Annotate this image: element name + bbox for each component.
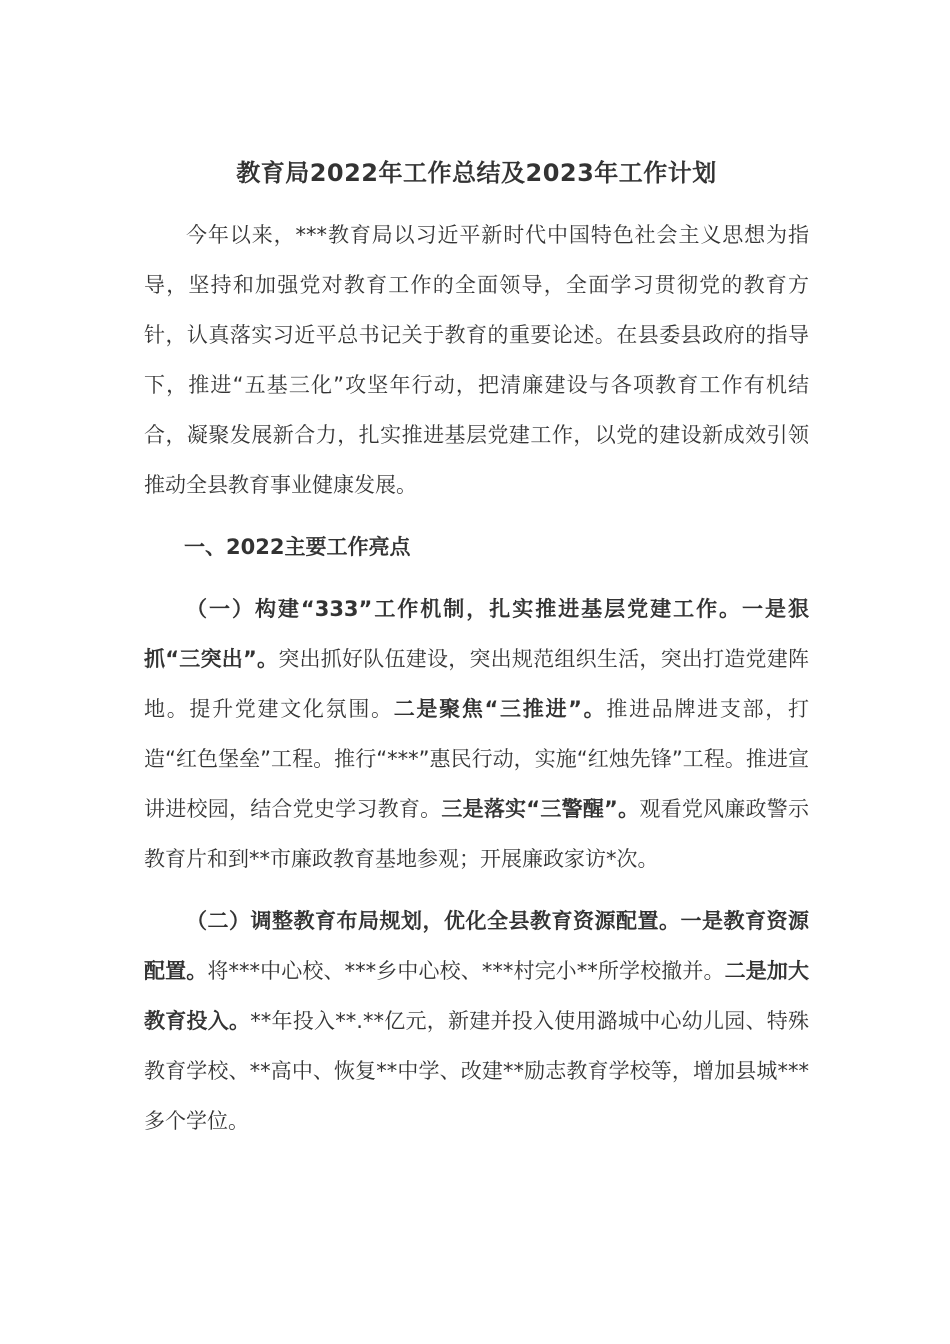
item2-text2: **年投入**.**亿元，新建并投入使用潞城中心幼儿园、特殊教育学校、**高中、恢复**中学、改建**励志教育学校等，增加县城***多个学位。 [144,1009,809,1133]
item2-lead-bold: （二）调整教育布局规划，优化全县教育资源配置。一是教育资源配置。 [144,909,809,983]
item2-bold2: 二是加大教育投入。 [144,959,810,1033]
paragraph-party-building [144,584,809,884]
item1-bold3: 三是落实“三警醒”。 [441,797,640,821]
item1-text3: 观看党风廉政警示教育片和到**市廉政教育基地参观；开展廉政家访*次。 [144,797,810,871]
paragraph-education-layout [144,896,809,1146]
section-heading-2022-highlights: 一、2022主要工作亮点 [184,535,411,559]
item1-lead-bold: （一）构建“333”工作机制，扎实推进基层党建工作。一是狠抓“三突出”。 [144,597,809,671]
document-title: 教育局2022年工作总结及2023年工作计划 [236,159,717,187]
item1-bold2: 二是聚焦“三推进”。 [393,697,607,721]
item1-text1: 突出抓好队伍建设，突出规范组织生活，突出打造党建阵地。提升党建文化氛围。 [144,647,810,721]
item1-text2: 推进品牌进支部，打造“红色堡垒”工程。推行“***”惠民行动，实施“红烛先锋”工程。推进宣讲进校园，结合党史学习教育。 [144,697,809,821]
item2-text1: 将***中心校、***乡中心校、***村完小**所学校撤并。 [207,959,725,983]
intro-paragraph: 今年以来，***教育局以习近平新时代中国特色社会主义思想为指导，坚持和加强党对教育工作的全面领导，全面学习贯彻党的教育方针，认真落实习近平总书记关于教育的重要论述。在县委县政府的指导下，推进“五基三化”攻坚年行动，把清廉建设与各项教育工作有机结合，凝聚发展新合力，扎实推进基层党建工作，以党的建设新成效引领推动全县教育事业健康发展。 [144,223,809,497]
document-body [144,148,809,1146]
spacer [144,198,809,210]
